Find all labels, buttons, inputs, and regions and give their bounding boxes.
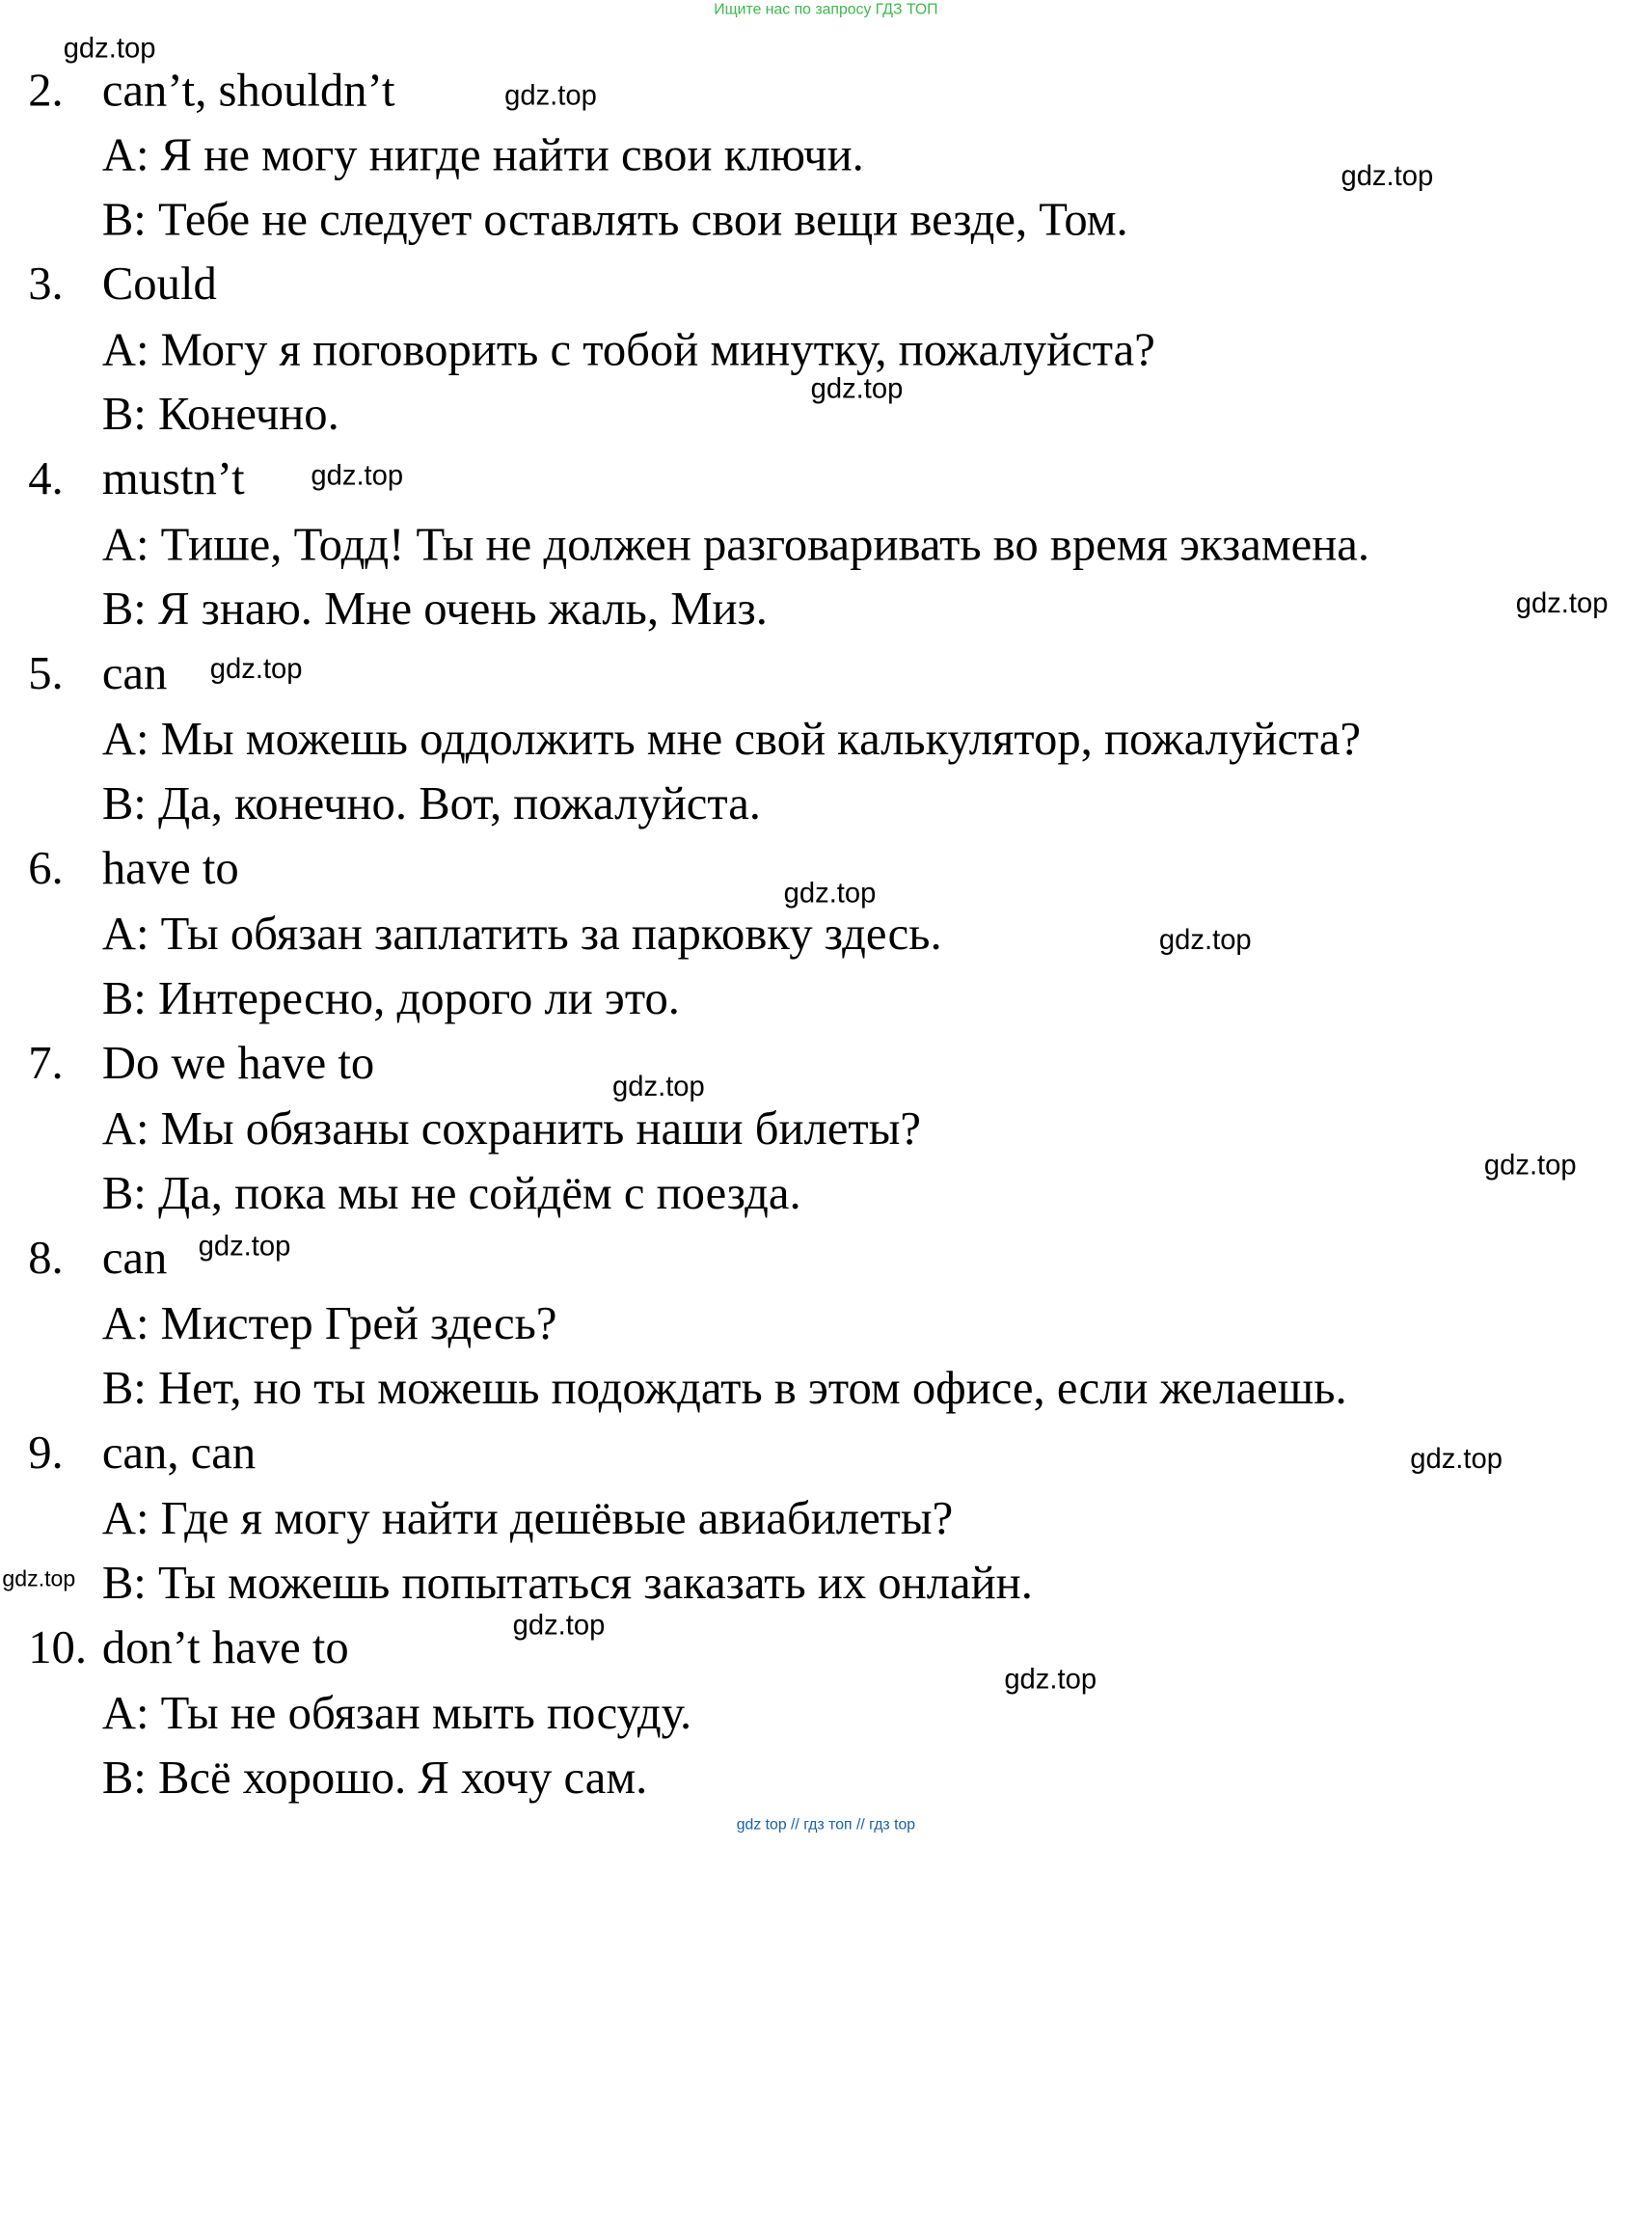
dialogue-line-a: A: Где я могу найти дешёвые авиабилеты? [101,1491,954,1544]
item-answer: can’t, shouldn’t [101,63,395,117]
dialogue-line-b: B: Я знаю. Мне очень жаль, Миз. [101,582,768,636]
item-answer: can, can [101,1426,257,1479]
watermark: gdz.top [311,459,404,492]
watermark: gdz.top [198,1231,291,1263]
item-number: 2. [28,63,64,117]
item-number: 8. [28,1231,64,1284]
item-number: 3. [28,257,64,311]
dialogue-line-a: A: Мистер Грей здесь? [101,1296,557,1349]
dialogue-line-b: B: Всё хорошо. Я хочу сам. [101,1751,648,1804]
watermark: gdz.top [612,1071,705,1103]
item-number: 6. [28,841,64,894]
item-answer: Do we have to [101,1036,375,1089]
item-number: 10. [28,1619,88,1673]
item-number: 4. [28,451,64,505]
bottom-banner: gdz top // гдз топ // гдз top [736,1814,916,1834]
watermark: gdz.top [783,877,877,910]
dialogue-line-b: B: Тебе не следует оставлять свои вещи везде, Том. [101,192,1128,246]
dialogue-line-a: A: Тише, Тодд! Ты не должен разговаривать во время экзамена. [101,517,1370,571]
dialogue-line-a: A: Я не могу нигде найти свои ключи. [101,127,864,181]
dialogue-line-a: A: Мы обязаны сохранить наши билеты? [101,1101,921,1155]
watermark: gdz.top [512,1610,606,1642]
item-answer: Could [101,257,217,311]
watermark: gdz.top [810,372,904,405]
item-answer: can [101,1231,168,1284]
item-number: 5. [28,646,64,700]
dialogue-line-b: B: Конечно. [101,387,339,441]
watermark: gdz.top [504,79,597,112]
watermark: gdz.top [63,33,156,65]
item-number: 7. [28,1036,64,1089]
watermark: gdz.top [1341,160,1434,193]
item-number: 9. [28,1426,64,1479]
dialogue-line-b: B: Да, пока мы не сойдём с поезда. [101,1166,801,1219]
watermark: gdz.top [2,1567,76,1592]
dialogue-line-b: B: Да, конечно. Вот, пожалуйста. [101,776,761,830]
dialogue-line-a: A: Могу я поговорить с тобой минутку, пожалуйста? [101,322,1155,376]
watermark: gdz.top [1483,1150,1577,1182]
dialogue-line-a: A: Ты обязан заплатить за парковку здесь. [101,907,942,961]
watermark: gdz.top [1158,924,1252,957]
dialogue-line-b: B: Ты можешь попытаться заказать их онлайн. [101,1556,1033,1609]
item-answer: can [101,646,168,700]
dialogue-line-a: A: Мы можешь оддолжить мне свой калькулятор, пожалуйста? [101,712,1362,766]
item-answer: mustn’t [101,451,245,505]
dialogue-line-b: B: Нет, но ты можешь подождать в этом офисе, если желаешь. [101,1361,1347,1414]
watermark: gdz.top [1004,1663,1097,1696]
top-banner: Ищите нас по запросу ГДЗ ТОП [714,0,938,18]
dialogue-line-a: A: Ты не обязан мыть посуду. [101,1686,692,1739]
dialogue-line-b: B: Интересно, дорого ли это. [101,971,680,1025]
watermark: gdz.top [1410,1443,1503,1476]
watermark: gdz.top [1515,587,1609,620]
item-answer: have to [101,841,239,894]
watermark: gdz.top [209,653,303,686]
item-answer: don’t have to [101,1619,349,1673]
